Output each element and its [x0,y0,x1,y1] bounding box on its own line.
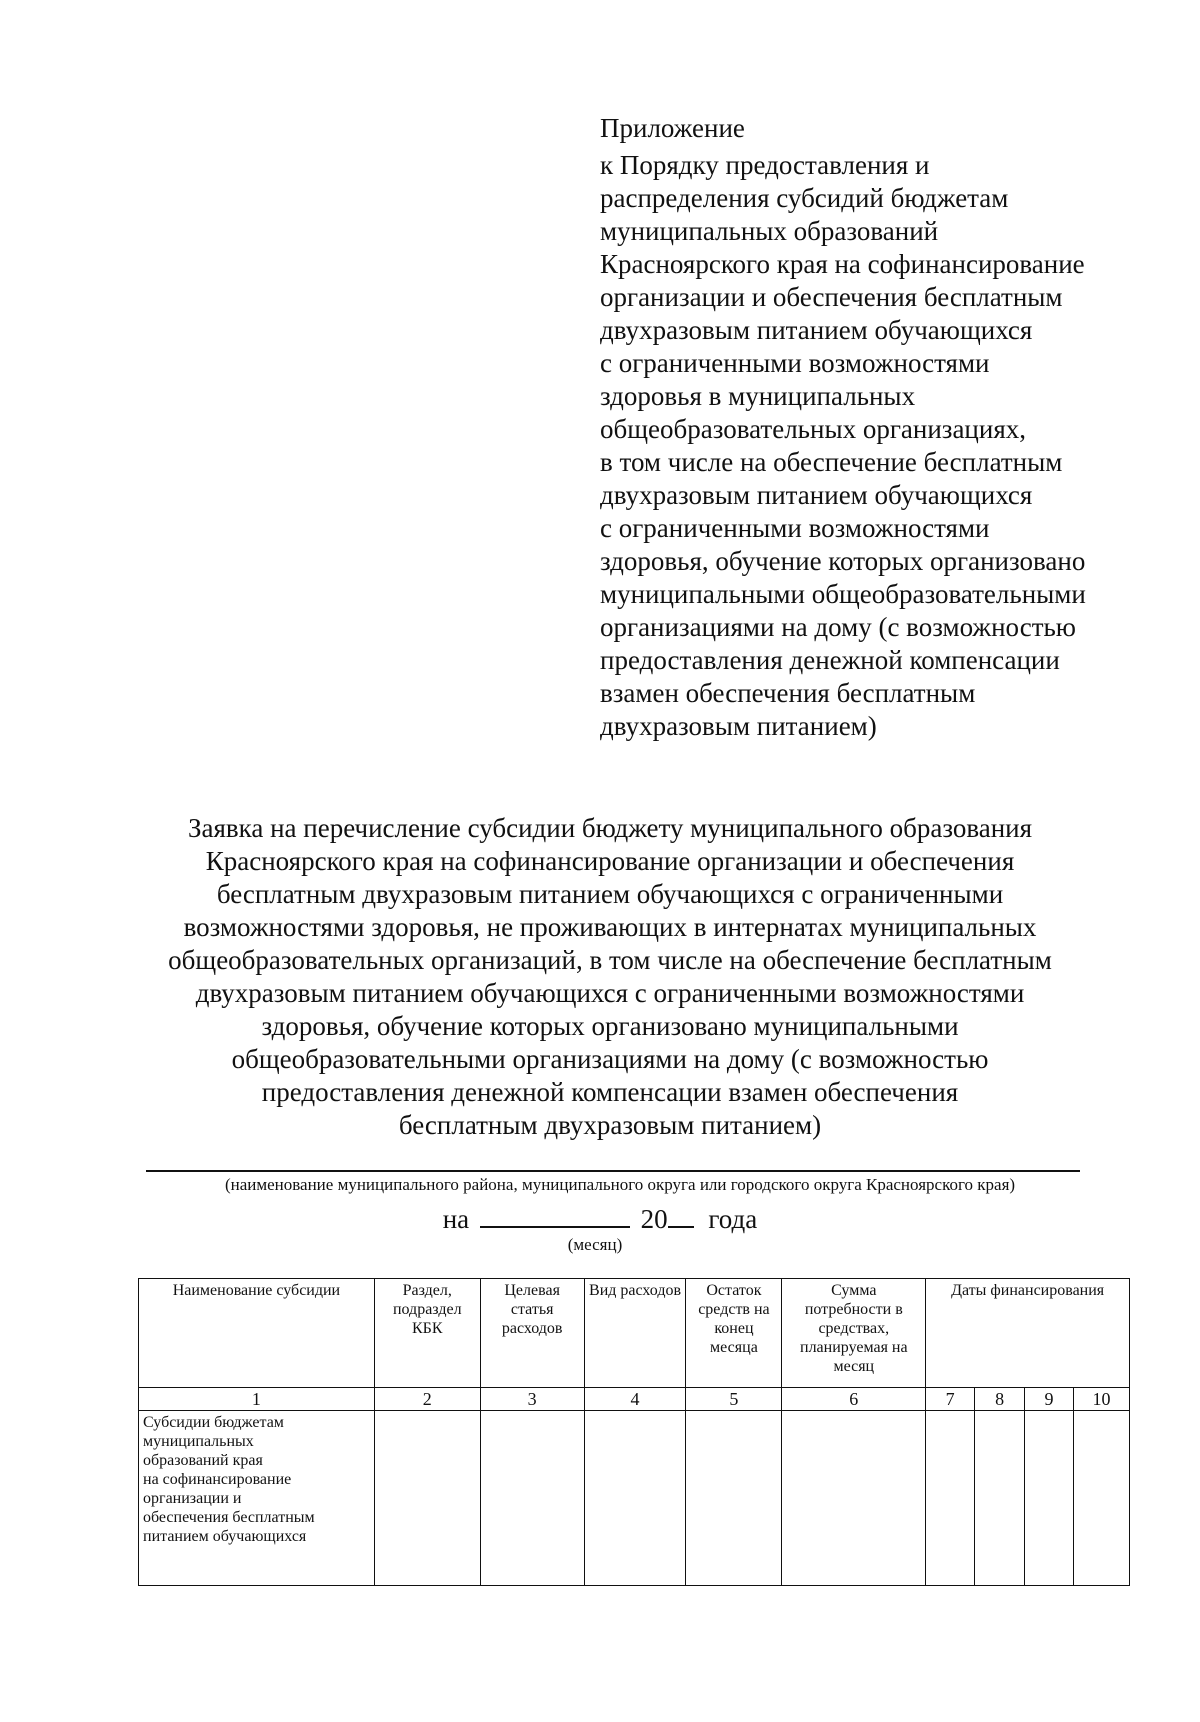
subsidy-name-line: муниципальных [143,1433,254,1450]
appendix-line: взамен обеспечения бесплатным [600,678,976,708]
appendix-line: здоровья в муниципальных [600,381,916,411]
empty-cell [480,1411,584,1586]
appendix-line: организациями на дому (с возможностью [600,612,1076,642]
title-line: двухразовым питанием обучающихся с ограниченными возможностями [195,978,1025,1008]
year-prefix: 20 [640,1204,668,1234]
column-number: 7 [926,1388,975,1411]
appendix-line: здоровья, обучение которых организовано [600,546,1086,576]
period-suffix: года [708,1204,758,1234]
appendix-line: организации и обеспечения бесплатным [600,282,1063,312]
title-line: предоставления денежной компенсации взамен обеспечения [261,1077,959,1107]
column-number: 6 [782,1388,926,1411]
empty-cell [686,1411,782,1586]
appendix-line: к Порядку предоставления и [600,150,930,180]
title-line: Заявка на перечисление субсидии бюджету муниципального образования [187,813,1033,843]
subsidy-name-line: обеспечения бесплатным [143,1509,315,1526]
title-line: здоровья, обучение которых организовано муниципальными [261,1011,959,1041]
table-row [139,1411,1130,1586]
header-balance: Остаток средств на конец месяца [686,1279,782,1388]
subsidy-name-line: организации и [143,1490,242,1507]
appendix-line: с ограниченными возможностями [600,348,990,378]
subsidy-name-line: образований края [143,1452,263,1469]
header-row [139,1279,1130,1388]
appendix-line: в том числе на обеспечение бесплатным [600,447,1063,477]
title-line: общеобразовательных организаций, в том числе на обеспечение бесплатным [168,945,1052,975]
appendix-line: двухразовым питанием обучающихся [600,480,1033,510]
appendix-line: муниципальными общеобразовательными [600,579,1086,609]
header-expense-type: Вид расходов [584,1279,686,1388]
header-required-amount: Сумма потребности в средствах, планируемая на месяц [782,1279,926,1388]
column-number: 2 [374,1388,480,1411]
empty-cell [782,1411,926,1586]
appendix-line: с ограниченными возможностями [600,513,990,543]
empty-cell [374,1411,480,1586]
municipality-caption: (наименование муниципального района, муниципального округа или городского округа Красноярского края) [224,1175,1016,1194]
column-number: 9 [1025,1388,1074,1411]
header-funding-dates: Даты финансирования [926,1279,1130,1388]
empty-cell [975,1411,1025,1586]
empty-cell [1025,1411,1074,1586]
appendix-heading: Приложение [600,113,745,143]
empty-cell [584,1411,686,1586]
document-title [140,812,1080,1142]
title-line: Красноярского края на софинансирование организации и обеспечения [205,846,1015,876]
column-number: 1 [139,1388,375,1411]
column-number: 8 [975,1388,1025,1411]
year-blank [668,1200,694,1228]
appendix-line: распределения субсидий бюджетам [600,183,1009,213]
subsidy-name-line: Субсидии бюджетам [143,1414,284,1431]
empty-cell [926,1411,975,1586]
header-kbk-section: Раздел, подраздел КБК [374,1279,480,1388]
column-number: 5 [686,1388,782,1411]
column-number: 3 [480,1388,584,1411]
period-row [0,1200,1200,1236]
period-prefix: на [442,1204,470,1234]
appendix-line: предоставления денежной компенсации [600,645,1060,675]
title-line: общеобразовательными организациями на дому (с возможностью [231,1044,989,1074]
title-line: бесплатным двухразовым питанием обучающихся с ограниченными [216,879,1004,909]
column-number: 4 [584,1388,686,1411]
appendix-line: общеобразовательных организациях, [600,414,1027,444]
column-number-row [139,1388,1130,1411]
subsidy-name-line: на софинансирование [143,1471,292,1488]
column-number: 10 [1073,1388,1129,1411]
appendix-line: Красноярского края на софинансирование [600,249,1085,279]
empty-cell [1073,1411,1129,1586]
appendix-line: двухразовым питанием) [600,711,877,741]
title-line: возможностями здоровья, не проживающих в интернатах муниципальных [183,912,1037,942]
funding-table [138,1278,1130,1586]
subsidy-name-cell [139,1411,375,1586]
appendix-line: муниципальных образований [600,216,939,246]
appendix-block [600,112,1160,743]
month-caption: (месяц) [567,1235,623,1254]
header-subsidy-name: Наименование субсидии [139,1279,375,1388]
month-blank [480,1200,630,1228]
appendix-line: двухразовым питанием обучающихся [600,315,1033,345]
municipality-name-blank [146,1170,1080,1172]
header-target-article: Целевая статья расходов [480,1279,584,1388]
subsidy-name-line: питанием обучающихся [143,1528,307,1545]
title-line: бесплатным двухразовым питанием) [398,1110,822,1140]
